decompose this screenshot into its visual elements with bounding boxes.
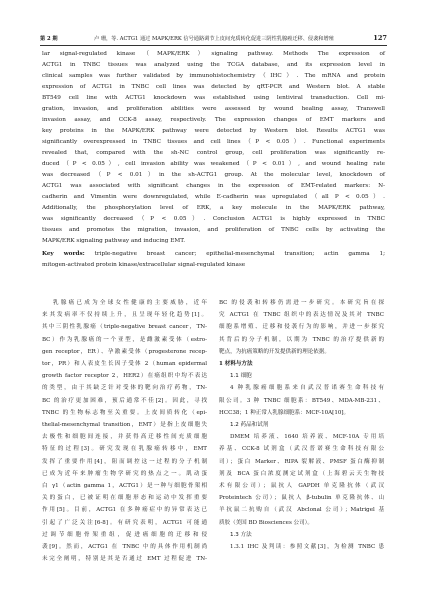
body-line: 质胶（美国 BD Biosciences 公司）。	[219, 519, 313, 526]
abstract-line: ACTG1 in TNBC tissues was analyzed using the TCGA database, and its expression level in	[42, 62, 385, 68]
keywords-text-1: triple-negative breast cancer; epithelial-mesenchymal transition; actin gamma 1;	[84, 251, 386, 257]
body-line: gen receptor，ER）、孕激素受体（progesterone recep-	[42, 348, 207, 355]
body-line: 来其发病率不仅持续上升，且呈现年轻化趋势[1]。	[42, 312, 207, 319]
body-line: 养基、CCK-8 试剂盒（武汉普诺赛生命科技有限公	[219, 446, 384, 453]
abstract-line: revealed that, compared with the sh-NC control group, cell proliferation was significantly re-	[42, 150, 385, 156]
body-line: 细胞系增殖、迁移和侵袭行为的影响，并进一步探究	[219, 324, 384, 331]
body-line: 司）；蛋白 Marker、RIPA 裂解液、PMSF 蛋白酶抑制	[219, 458, 384, 465]
body-line: 过调节细胞骨架重组，促进癌细胞的迁移和侵	[42, 531, 207, 538]
running-title: 卢 珊，等. ACTG1 通过 MAPK/ERK 信号通路调节上皮间充质转化促进三阴性乳腺癌迁移、侵袭和增殖	[94, 36, 334, 42]
keywords-line-2: mitogen-activated protein kinase/extracellular signal-regulated kinase	[42, 262, 246, 268]
body-line: 剂及 BCA 蛋白浓度测定试剂盒（上海碧云天生物技	[219, 470, 384, 477]
abstract-line: cadherin and Vimentin were downregulated, while E-cadherin was upregulated（all P < 0.05）.	[42, 194, 385, 200]
body-line: 关的蛋白，已被证明在细胞形态和运动中发挥重要	[42, 495, 207, 502]
body-line: 羊抗鼠二抗购自（武汉 Abclonal 公司）；Matrigel 基	[219, 507, 384, 514]
abstract-line: BT549 cell line with ACTG1 knockdown was established using lentiviral transduction. Cell mi-	[42, 95, 385, 101]
subsection-heading: 1.2 药品和试剂	[230, 422, 269, 428]
body-line: 作用[5]。目前，ACTG1 在多种癌症中的异常表达已	[42, 507, 207, 514]
body-line: Proteintech 公司）；鼠抗人 β-tubulin 单克隆抗体、山	[219, 495, 384, 502]
abstract-line: gration, invasion, and proliferation abilities were assessed by wound healing assay, Transwell	[42, 106, 385, 112]
keywords-line-1	[42, 249, 385, 260]
abstract-line: significantly overexpressed in TNBC tissues and cell lines（P < 0.05）. Functional experiments	[42, 139, 385, 145]
body-line: 术有限公司）；鼠抗人 GAPDH 单克隆抗体（武汉	[219, 483, 384, 489]
body-line: 其中三阴性乳腺癌（triple-negative breast cancer，TN-	[42, 324, 207, 331]
body-line: DMEM 培养液、1640 培养液、MCF-10A 专用培	[230, 434, 384, 441]
issue-label: 第 2 期	[40, 36, 58, 42]
body-line: 1.3.1 IHC 及判读：参照文献[3]，为检测 TNBC 患	[230, 544, 384, 550]
abstract-line: MAPK/ERK signaling pathway and inducing EMT.	[42, 238, 185, 244]
body-line: 其背后的分子机制，以期为 TNBC 的治疗提供新的	[219, 336, 384, 343]
body-line: 引起了广泛关注[6-8]。有研究表明，ACTG1 可能通	[42, 519, 207, 526]
section-heading: 1 材料与方法	[219, 361, 253, 367]
page-number: 127	[373, 34, 387, 42]
body-line: 特征的过程[3]。研究发现在乳腺癌转移中，EMT	[42, 446, 207, 453]
abstract-line: key proteins in the MAPK/ERK pathway were detected by Western blot. Results ACTG1 was	[42, 128, 385, 134]
body-line: 究 ACTG1 在 TNBC 组织中的表达情况及其对 TNBC	[219, 312, 384, 319]
body-line: 靶点，为抗癌策略的开发提供新的理论依据。	[219, 348, 330, 355]
body-line: BC 的治疗更加困难，预后通常不佳[2]。因此，寻找	[42, 397, 207, 404]
abstract-line: ACTG1 was associated with significant changes in the expression of EMT-related markers: N-	[42, 183, 385, 189]
body-line: tor，PR）和人表皮生长因子受体 2（human epidermal	[42, 361, 207, 367]
keywords-label: Key words:	[42, 251, 85, 257]
body-line: thelial-mesenchymal transition，EMT）是指上皮细胞失	[42, 422, 207, 428]
body-line: BC 的侵袭和转移仍需进一步研究。本研究旨在探	[219, 300, 384, 306]
body-line: 发挥了重要作用[4]，阻而调控这一过程的分子机制	[42, 458, 207, 465]
header-rule	[40, 45, 387, 46]
body-line: 乳腺癌已成为全球女性健康的主要威胁，近年	[53, 300, 207, 306]
abstract-line: duced（P < 0.05）, cell invasion ability was weakened（P < 0.01）, and wound healing rate	[42, 161, 385, 167]
body-line: 袭[9]。然而，ACTG1 在 TNBC 中的具体作用机制尚	[42, 544, 207, 550]
body-line: BC）作为乳腺癌的一个亚型，是雌激素受体（estro-	[42, 336, 207, 343]
body-line: HCC38；1 种正常人乳腺细胞系：MCF-10A[10]。	[219, 409, 350, 416]
body-line: 4 种乳腺癌细胞系来自武汉普诺赛生命科技有	[230, 385, 384, 392]
body-line: 已成为近年来肿瘤生物学研究的热点之一。肌动蛋	[42, 470, 207, 477]
abstract-line: lar signal-regulated kinase（MAPK/ERK）signaling pathway. Methods The expression of	[42, 51, 385, 57]
body-line: TNBC 的生物标志物至关重要。上皮间质转化（epi-	[42, 409, 207, 416]
abstract-line: was significantly decreased（P < 0.05）. Conclusion ACTG1 is highly expressed in TNBC	[42, 216, 385, 222]
abstract-line: Additionally, the phosphorylation level of ERK, a key molecule in the MAPK/ERK pathway,	[42, 205, 385, 211]
abstract-line: tissues and promotes the migration, invasion, and proliferation of TNBC cells by activating the	[42, 227, 385, 233]
subsection-heading: 1.1 细胞	[230, 373, 252, 380]
body-line: growth factor receptor 2，HER2）在癌组织中均不表达	[42, 373, 207, 380]
body-line: 白 γ1（actin gamma 1，ACTG1）是一种与细胞骨架相	[42, 483, 207, 489]
subsection-heading: 1.3 方法	[230, 531, 252, 538]
body-line: 的类型，由于其缺乏针对受体的靶向治疗药物，TN-	[42, 385, 207, 392]
abstract-line: invasion assay, and CCK-8 assay, respectively. The expression changes of EMT markers and	[42, 117, 385, 123]
abstract-line: clinical samples was further validated by immunohistochemistry（IHC）. The mRNA and protein	[42, 73, 385, 79]
body-line: 未完全阐明，特别是其是否通过 EMT 过程促进 TN-	[42, 556, 207, 563]
abstract-line: was decreased（P < 0.01）in the sh-ACTG1 group. At the molecular level, knockdown of	[42, 172, 385, 178]
abstract-line: expression of ACTG1 in TNBC cell lines was detected by qRT-PCR and Western blot. A stable	[42, 84, 385, 90]
body-line: 去极性和细胞间连接，并获得高迁移性间充质细胞	[42, 434, 207, 441]
running-header	[40, 34, 387, 44]
body-line: 限公司。3 种 TNBC 细胞系：BT549、MDA-MB-231、	[219, 397, 384, 404]
